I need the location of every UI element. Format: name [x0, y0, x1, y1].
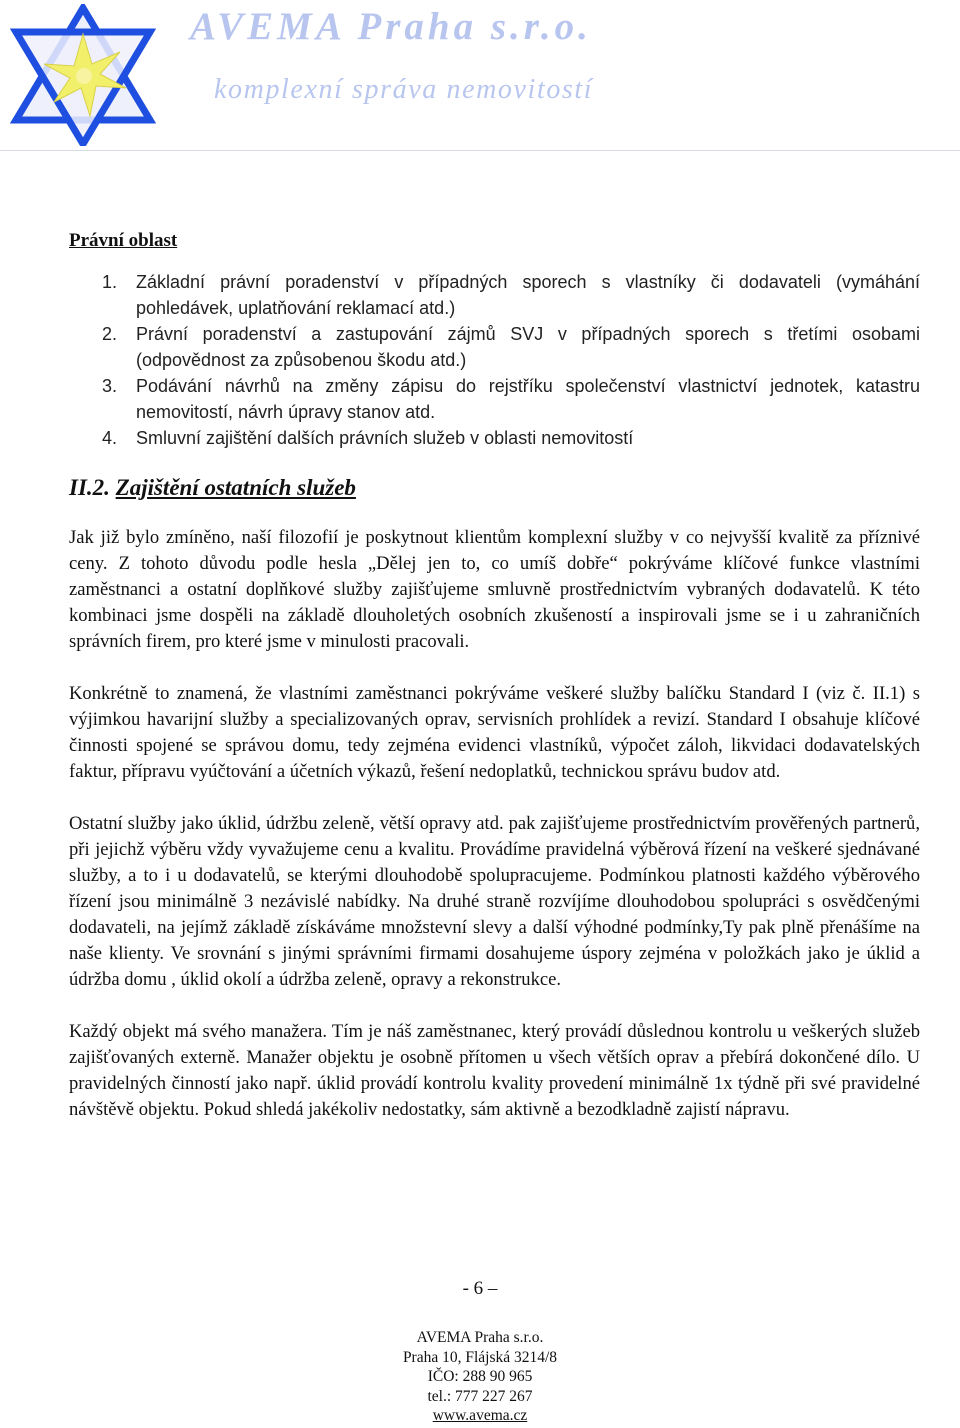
footer-website-link[interactable]: www.avema.cz — [432, 1407, 528, 1424]
footer-ico: IČO: 288 90 965 — [427, 1368, 533, 1385]
company-tagline: komplexní správa nemovitostí — [214, 74, 594, 105]
paragraph: Konkrétně to znamená, že vlastními zaměstnanci pokrýváme veškeré služby balíčku Standard I (viz č. II.1) s výjimkou havarijní služby a specializovaných oprav, servisních prohlídek a revizí. Standard I obsahuje klíčové činnosti spojené se správou domu, tedy zejména evidenci vlastníků, výpočet záloh, likvidaci dodavatelských faktur, přípravu vyúčtování a účetních výkazů, řešení nedoplatků, technickou správu budov atd. — [69, 683, 920, 782]
list-item-number: 4. — [102, 428, 118, 448]
paragraph: Jak již bylo zmíněno, naší filozofií je poskytnout klientům komplexní služby v co nejvyšší kvalitě za příznivé ceny. Z tohoto důvodu podle hesla „Dělej jen to, co umíš dobře“ pokrýváme klíčové funkce vlastními zaměstnanci a ostatní doplňkové služby zajišťujeme smluvně prostřednictvím vybraných dodavatelů. K této kombinaci jsme dospěli na základě dlouholetých osobních zkušeností a inspirovali jsme se i u zahraničních správních firem, pro které jsme v minulosti pracovali. — [69, 527, 920, 652]
legal-services-list — [69, 269, 920, 451]
page-number: - 6 – — [462, 1278, 498, 1299]
list-item-number: 2. — [102, 324, 118, 344]
list-item-number: 1. — [102, 272, 118, 292]
list-item-number: 3. — [102, 376, 118, 396]
list-item — [69, 321, 920, 373]
page-footer — [0, 1328, 960, 1426]
paragraph: Každý objekt má svého manažera. Tím je náš zaměstnanec, který provádí důslednou kontrolu u veškerých služeb zajišťovaných externě. Manažer objektu je osobně přítomen u všech větších oprav a přebírá dokončené dílo. U pravidelných činností jako např. úklid provádí kontrolu kvality provedení minimálně 1x týdně při své pravidelné návštěvě objektu. Pokud shledá jakékoliv nedostatky, sám aktivně a bezodkladně zajistí nápravu. — [69, 1021, 920, 1120]
subsection-title: Zajištění ostatních služeb — [115, 475, 356, 500]
list-item-text: Základní právní poradenství v případných sporech s vlastníky či dodavateli (vymáhání pohledávek, uplatňování reklamací atd.) — [136, 272, 920, 318]
list-item — [69, 425, 920, 451]
list-item — [69, 373, 920, 425]
company-name: AVEMA Praha s.r.o. — [190, 5, 592, 48]
paragraph: Ostatní služby jako úklid, údržbu zeleně, větší opravy atd. pak zajišťujeme prostřednictvím prověřených partnerů, při jejichž výběru vždy vyvažujeme cenu a kvalitu. Provádíme pravidelná výběrová řízení na veškeré sjednávané služby, a to i u dodavatelů, se kterými dlouhodobě spolupracujeme. Podmínkou platnosti každého výběrového řízení jsou minimálně 3 nezávislé nabídky. Na druhé straně rozvíjíme dlouhodobou spolupráci s osvědčenými dodavateli, na jejímž základě získáváme množstevní slevy a další výhodné podmínky,Ty pak plně přenášíme na naše klienty. Ve srovnání s jinými správními firmami dosahujeme úspory zejména v položkách jako je úklid a údržba domu , úklid okolí a údržba zeleně, opravy a rekonstrukce. — [69, 813, 920, 990]
list-item-text: Právní poradenství a zastupování zájmů SVJ v případných sporech s třetími osobami (odpovědnost za způsobenou škodu atd.) — [136, 324, 920, 370]
footer-phone: tel.: 777 227 267 — [427, 1387, 533, 1405]
subsection-heading — [69, 473, 920, 503]
page-header — [0, 0, 960, 151]
company-logo-star-icon — [8, 4, 158, 146]
document-body — [69, 226, 920, 1149]
list-item-text: Podávání návrhů na změny zápisu do rejstříku společenství vlastnictví jednotek, katastru nemovitostí, návrh úpravy stanov atd. — [136, 376, 920, 422]
footer-address: Praha 10, Flájská 3214/8 — [402, 1348, 558, 1366]
section-title: Právní oblast — [69, 230, 178, 251]
footer-company: AVEMA Praha s.r.o. — [416, 1329, 544, 1346]
subsection-number: II.2. — [69, 475, 110, 500]
list-item — [69, 269, 920, 321]
list-item-text: Smluvní zajištění dalších právních služeb v oblasti nemovitostí — [136, 428, 634, 448]
